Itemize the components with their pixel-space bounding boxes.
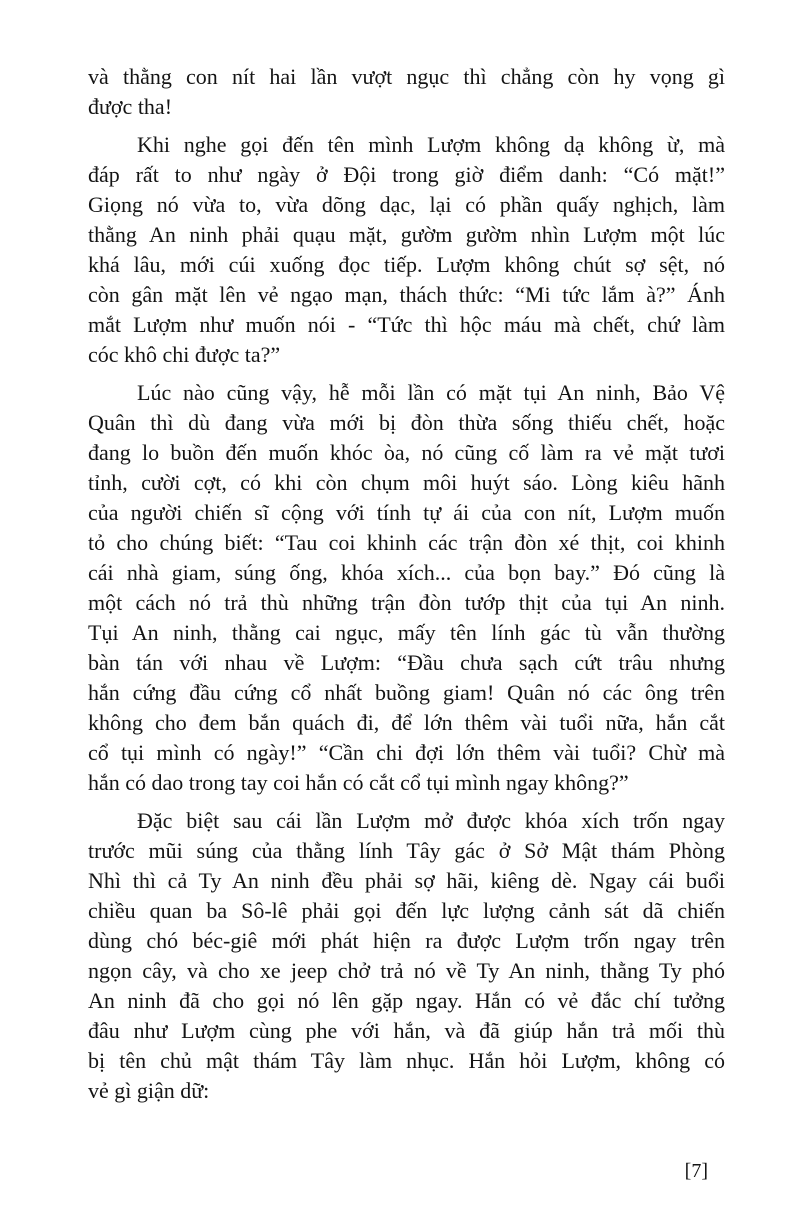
text-line: Đặc biệt sau cái lần Lượm mở được khóa xích trốn ngay — [137, 808, 725, 833]
text-line: Lúc nào cũng vậy, hễ mỗi lần có mặt tụi An ninh, Bảo Vệ — [137, 380, 725, 405]
paragraph — [88, 62, 725, 122]
text-line: khá lâu, mới cúi xuống đọc tiếp. Lượm không chút sợ sệt, nó — [88, 252, 725, 277]
text-line: không cho đem bắn quách đi, để lớn thêm vài tuổi nữa, hắn cắt — [88, 710, 725, 735]
text-line: của người chiến sĩ cộng với tính tự ái của con nít, Lượm muốn — [88, 500, 725, 525]
paragraph — [88, 806, 725, 1106]
paragraph — [88, 378, 725, 798]
text-line: hắn cứng đầu cứng cổ nhất buồng giam! Quân nó các ông trên — [88, 680, 725, 705]
text-line: Quân thì dù đang vừa mới bị đòn thừa sống thiếu chết, hoặc — [88, 410, 725, 435]
book-page-text — [88, 62, 725, 1114]
text-line: còn gân mặt lên vẻ ngạo mạn, thách thức: “Mi tức lắm à?” Ánh — [88, 282, 725, 307]
text-line: dùng chó béc-giê mới phát hiện ra được Lượm trốn ngay trên — [88, 928, 725, 953]
text-line: Khi nghe gọi đến tên mình Lượm không dạ không ừ, mà — [137, 132, 725, 157]
text-line: đáp rất to như ngày ở Đội trong giờ điểm danh: “Có mặt!” — [88, 162, 725, 187]
text-line: đang lo buồn đến muốn khóc òa, nó cũng cố làm ra vẻ mặt tươi — [88, 440, 725, 465]
page-number: [7] — [684, 1160, 708, 1182]
text-line: bị tên chủ mật thám Tây làm nhục. Hắn hỏi Lượm, không có — [88, 1048, 725, 1073]
text-line: Giọng nó vừa to, vừa dõng dạc, lại có phần quấy nghịch, làm — [88, 192, 725, 217]
text-line: tỏ cho chúng biết: “Tau coi khinh các trận đòn xé thịt, coi khinh — [88, 530, 725, 555]
text-line: An ninh đã cho gọi nó lên gặp ngay. Hắn có vẻ đắc chí tưởng — [88, 988, 725, 1013]
text-line: Tụi An ninh, thằng cai ngục, mấy tên lính gác tù vẫn thường — [88, 620, 725, 645]
text-line: thằng An ninh phải quạu mặt, gườm gườm nhìn Lượm một lúc — [88, 222, 725, 247]
text-line: cái nhà giam, súng ống, khóa xích... của bọn bay.” Đó cũng là — [88, 560, 725, 585]
paragraph — [88, 130, 725, 370]
text-line: trước mũi súng của thằng lính Tây gác ở Sở Mật thám Phòng — [88, 838, 725, 863]
text-line: vẻ gì giận dữ: — [88, 1078, 210, 1103]
text-line: tỉnh, cười cợt, có khi còn chụm môi huýt sáo. Lòng kiêu hãnh — [88, 470, 725, 495]
text-line: mắt Lượm như muốn nói - “Tức thì hộc máu mà chết, chứ làm — [88, 312, 725, 337]
text-line: ngọn cây, và cho xe jeep chở trả nó về Ty An ninh, thằng Ty phó — [88, 958, 725, 983]
text-line: chiều quan ba Sô-lê phải gọi đến lực lượng cảnh sát dã chiến — [88, 898, 725, 923]
text-line: hắn có dao trong tay coi hắn có cắt cổ tụi mình ngay không?” — [88, 770, 629, 795]
text-line: cóc khô chi được ta?” — [88, 342, 281, 367]
text-line: bàn tán với nhau về Lượm: “Đầu chưa sạch cứt trâu nhưng — [88, 650, 725, 675]
text-line: đâu như Lượm cùng phe với hắn, và đã giúp hắn trả mối thù — [88, 1018, 725, 1043]
text-line: Nhì thì cả Ty An ninh đều phải sợ hãi, kiêng dè. Ngay cái buổi — [88, 868, 725, 893]
text-line: được tha! — [88, 94, 173, 119]
text-line: một cách nó trả thù những trận đòn tướp thịt của tụi An ninh. — [88, 590, 725, 615]
text-line: và thằng con nít hai lần vượt ngục thì chẳng còn hy vọng gì — [88, 64, 725, 89]
text-line: cổ tụi mình có ngày!” “Cần chi đợi lớn thêm vài tuổi? Chừ mà — [88, 740, 725, 765]
